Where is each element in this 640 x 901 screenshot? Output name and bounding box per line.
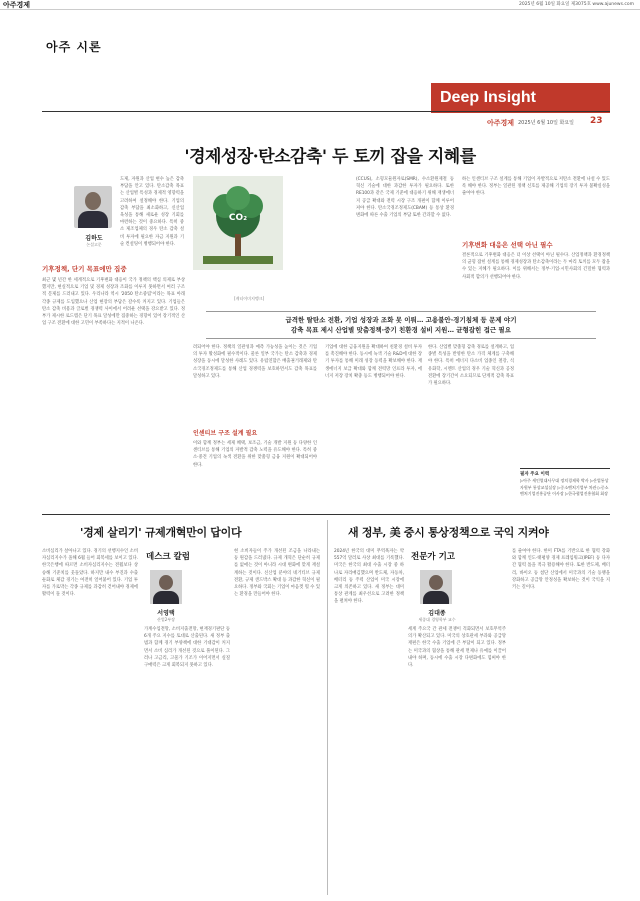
author-bio-label: 필자 주요 이력 bbox=[520, 472, 550, 477]
right-col3-text: 를 줄여야 한다. 한미 FTA를 기반으로 한 협력 강화와 함께 인도·태평양 경제 프레임워크(IPEF) 등 다자간 협력 틀을 적극 활용해야 한다. 또한 반도체, 배터리, 바이오 등 첨단 산업에서 미국과의 기술 동맹을 강화하고 공급망 안정성을 확보하는 것이 국익을 지키는 길이다. bbox=[512, 549, 610, 591]
expert-column-label: 전문가 기고 bbox=[411, 552, 456, 562]
article-deck bbox=[206, 315, 596, 335]
masthead-logo: 아주경제 bbox=[3, 0, 31, 9]
paper-name: 아주경제 bbox=[487, 119, 515, 127]
main-headline: '경제성장·탄소감축' 두 토끼 잡을 지혜를 bbox=[184, 147, 476, 167]
page-date: 2025년 6월 10일 화요일 bbox=[518, 120, 575, 126]
expert-author-name: 김대종 bbox=[428, 610, 446, 617]
col4-text2: 결론적으로 기후변화 대응은 더 이상 선택이 아닌 필수다. 산업정책과 환경정책의 균형 잡힌 설계를 통해 경제성장과 탄소감축이라는 두 마리 토끼를 모두 잡을 수 있는 지혜가 필요하다. 이를 위해서는 정부·기업·시민사회의 긴밀한 협력과 사회적 합의가 선행되어야 한다. bbox=[462, 253, 610, 280]
mid-subhead: 인센티브 구조 설계 필요 bbox=[193, 430, 258, 437]
left-col1-text: 소비심리가 살아나고 있다. 경기의 선행지수인 소비자심리지수가 올해 6월 들어 회복세를 보이고 있다. 한국은행에 따르면 소비자심리지수는 전월보다 상승해 기준치를 웃돌았다. 하지만 내수 부진과 수출 둔화로 체감 경기는 여전히 얼어붙어 있다. 기업 투자를 가로막는 각종 규제를 과감히 걷어내야 경제에 활력이 돌 것이다. bbox=[42, 549, 138, 598]
right-headline: 새 정부, 美 중시 통상정책으로 국익 지켜야 bbox=[348, 526, 549, 539]
mid-col2-text: 기업에 대한 금융지원을 확대하여 친환경 설비 투자를 촉진해야 한다. 동시에 녹색 기술 R&D에 대한 장기 투자를 통해 미래 성장 동력을 확보해야 한다. 재생에너지 보급 확대와 함께 전력망 인프라 투자, 에너지 저장 장치 확충 등도 병행되어야 한다. bbox=[325, 345, 422, 379]
left-col2-text: 가계수입전망, 소비지출전망, 현재경기판단 등 6개 주요 지수를 토대로 산출된다. 새 정부 출범과 함께 경기 부양책에 대한 기대감이 커지면서 소비 심리가 개선된 것으로 풀이된다. 그러나 고금리, 고물가 기조가 이어지면서 실질 구매력은 크게 회복되지 못하고 있다. bbox=[144, 627, 230, 669]
column-divider bbox=[327, 520, 328, 895]
author-bio-text: ▷아주 세인열대사무대 정치경제학 박사 ▷산업통상자원부 통상교섭실장 ▷중소벤처기업부 차관 ▷중소벤처기업진흥공단 이사장 ▷한국협업진흥협회 회장 bbox=[520, 478, 609, 496]
co2-label: CO₂ bbox=[228, 213, 248, 223]
carbon-tree-illustration bbox=[193, 176, 283, 270]
col4-subhead: 기후변화 대응은 선택 아닌 필수 bbox=[462, 241, 553, 249]
deck-rule-top bbox=[206, 311, 596, 312]
mid-col1-text: 려되어야 한다. 정책의 일관성과 예측 가능성을 높이는 것은 기업의 투자 활성화에 필수적이다. 물론 일부 국가는 탄소 감축과 경제 성장을 동시에 달성한 사례도 있다. 유럽연합은 배출권거래제와 탄소국경조정제도를 통해 산업 경쟁력을 보호하면서도 감축 목표를 달성하고 있다. bbox=[193, 345, 317, 379]
author-title: 논설고문 bbox=[86, 242, 102, 247]
brand-title: Deep Insight bbox=[440, 89, 537, 106]
deck-line-2: 감축 목표 제시 산업별 맞춤정책·중기 친환경 설비 지원… 균형잡힌 접근 필요 bbox=[291, 326, 511, 334]
author-photo bbox=[74, 186, 112, 228]
desk-author-photo bbox=[150, 570, 182, 604]
col4-text: 하는 인센티브 구조 설계를 통해 기업이 자발적으로 저탄소 전환에 나설 수 있도록 해야 한다. 정부는 일관된 정책 신호를 제공해 기업의 장기 투자 불확실성을 줄여야 한다. bbox=[462, 177, 610, 197]
deck-rule-bottom bbox=[206, 338, 596, 339]
section-rule bbox=[42, 514, 610, 515]
deck-line-1: 급격한 탈탄소 전환, 기업 성장과 조화 못 이뤄… 고용불안·경기침체 등 문제 야기 bbox=[285, 316, 517, 324]
article-illustration bbox=[193, 176, 283, 270]
col2-text: 도제, 자원과 산업 현수 높은 감축 부담을 안고 있다. 탄소감축 목표는 산업별 특성과 경제적 영향력을 고려하여 설정해야 한다. 기업의 감축 부담을 최소화하고, 신산업 육성을 통해 새로운 성장 기회를 마련하는 것이 중요하다. 특히 중소 제조업체의 경우 탄소 감축 설비 투자에 필요한 자금 지원과 기술 컨설팅이 병행되어야 한다. bbox=[120, 177, 184, 247]
issue-info: 2025년 6월 10일 화요일 제3075호 www.ajunews.com bbox=[518, 2, 634, 7]
page-number: 23 bbox=[590, 116, 603, 126]
section-label: 아주 시론 bbox=[46, 40, 102, 54]
expert-author-title: 세종대 경영학부 교수 bbox=[418, 617, 456, 622]
desk-author-title: 산업2부장 bbox=[156, 617, 175, 622]
col1-subhead: 기후정책, 단기 목표에만 집중 bbox=[42, 265, 127, 273]
mid-col1-text2: 이와 함께 정부는 세제 혜택, 보조금, 기술 개발 지원 등 다양한 인센티브를 통해 기업의 자발적 감축 노력을 유도해야 한다. 특히 중소·중견 기업의 녹색 전환을 위한 맞춤형 금융 지원이 확대되어야 한다. bbox=[193, 441, 317, 468]
author-name: 김하도 bbox=[85, 235, 103, 242]
left-col3-text: 현 소비자들이 주가 개선된 조금을 나라내는 등 원감을 드러냈다. 규제 개혁은 단순히 규제를 없애는 것이 아니라 시대 변화에 맞게 재설계하는 것이다. 신산업 분야의 네거티브 규제 전환, 규제 샌드박스 확대 등 과감한 혁신이 필요하다. 정부와 국회는 기업이 마음껏 뛸 수 있는 환경을 만들어야 한다. bbox=[234, 549, 320, 598]
left-headline: '경제 살리기' 규제개혁만이 답이다 bbox=[80, 526, 242, 539]
mid-col3-text: 한다. 산업별 맞춤형 감축 경로를 설계하고, 업종별 특성을 반영한 탄소 가격 체계를 구축해야 한다. 특히 에너지 다소비 업종인 철강, 석유화학, 시멘트 산업의 경우 기술 혁신과 공정 전환에 장기간이 소요되므로 단계적 감축 목표가 필요하다. bbox=[428, 345, 514, 387]
header-rule bbox=[42, 111, 610, 112]
right-col1-text: 2024년 한국의 대미 무역흑자는 약 557억 달러로 사상 최대를 기록했다. 미국은 한국의 최대 수출 시장 중 하나로 자리매김했으며 반도체, 자동차, 배터리 등 주력 산업이 미국 시장에 크게 의존하고 있다. 새 정부는 대미 통상 관계를 최우선으로 고려한 정책을 펼쳐야 한다. bbox=[334, 549, 404, 605]
col3-text: (CCUS), 소형모듈원자로(SMR), 수소환원제철 등 혁신 기술에 대한 과감한 투자가 필요하다. 또한 RE100과 같은 국제 기준에 대응하기 위해 재생에너지 공급 확대와 전력 시장 구조 개편이 함께 이루어져야 한다. 탄소국경조정제도(CBAM) 등 통상 환경 변화에 따른 수출 기업의 부담 또한 간과할 수 없다. bbox=[356, 177, 454, 219]
col1-text: 최근 몇 년간 한 세계적으로 기후변화 대응이 국가 정책의 핵심 의제로 부상했지만, 현실적으로 기업 및 경제 성장과 조화를 이루지 못하면서 여러 구조적 문제를 드러내고 있다. 우리나라 역시 '2050 탄소중립'이라는 목표 아래 각종 규제를 도입했으나 산업 현장의 부담은 갈수록 커지고 있다. 기업들은 탄소 감축 비용과 글로벌 경쟁력 사이에서 어려운 선택을 강요받고 있다. 정부가 제시한 로드맵은 단기 목표 달성에만 집중하는 경향이 있어 장기적인 산업 구조 전환에 대한 고민이 부족하다는 지적이 나온다. bbox=[42, 278, 185, 327]
desk-author-name: 서영택 bbox=[157, 610, 175, 617]
right-col2-text: 세계 주요국 간 관세 전쟁이 격화되면서 보호무역주의가 확산되고 있다. 미국의 상호관세 부과와 공급망 재편은 한국 수출 기업에 큰 부담이 되고 있다. 정부는 미국과의 협상을 통해 관세 면제나 유예를 이끌어내야 하며, 동시에 수출 시장 다변화에도 힘써야 한다. bbox=[408, 627, 506, 669]
expert-author-photo bbox=[420, 570, 452, 604]
desk-column-label: 데스크 칼럼 bbox=[146, 552, 191, 562]
image-caption: [게티이미지뱅크] bbox=[234, 296, 265, 301]
